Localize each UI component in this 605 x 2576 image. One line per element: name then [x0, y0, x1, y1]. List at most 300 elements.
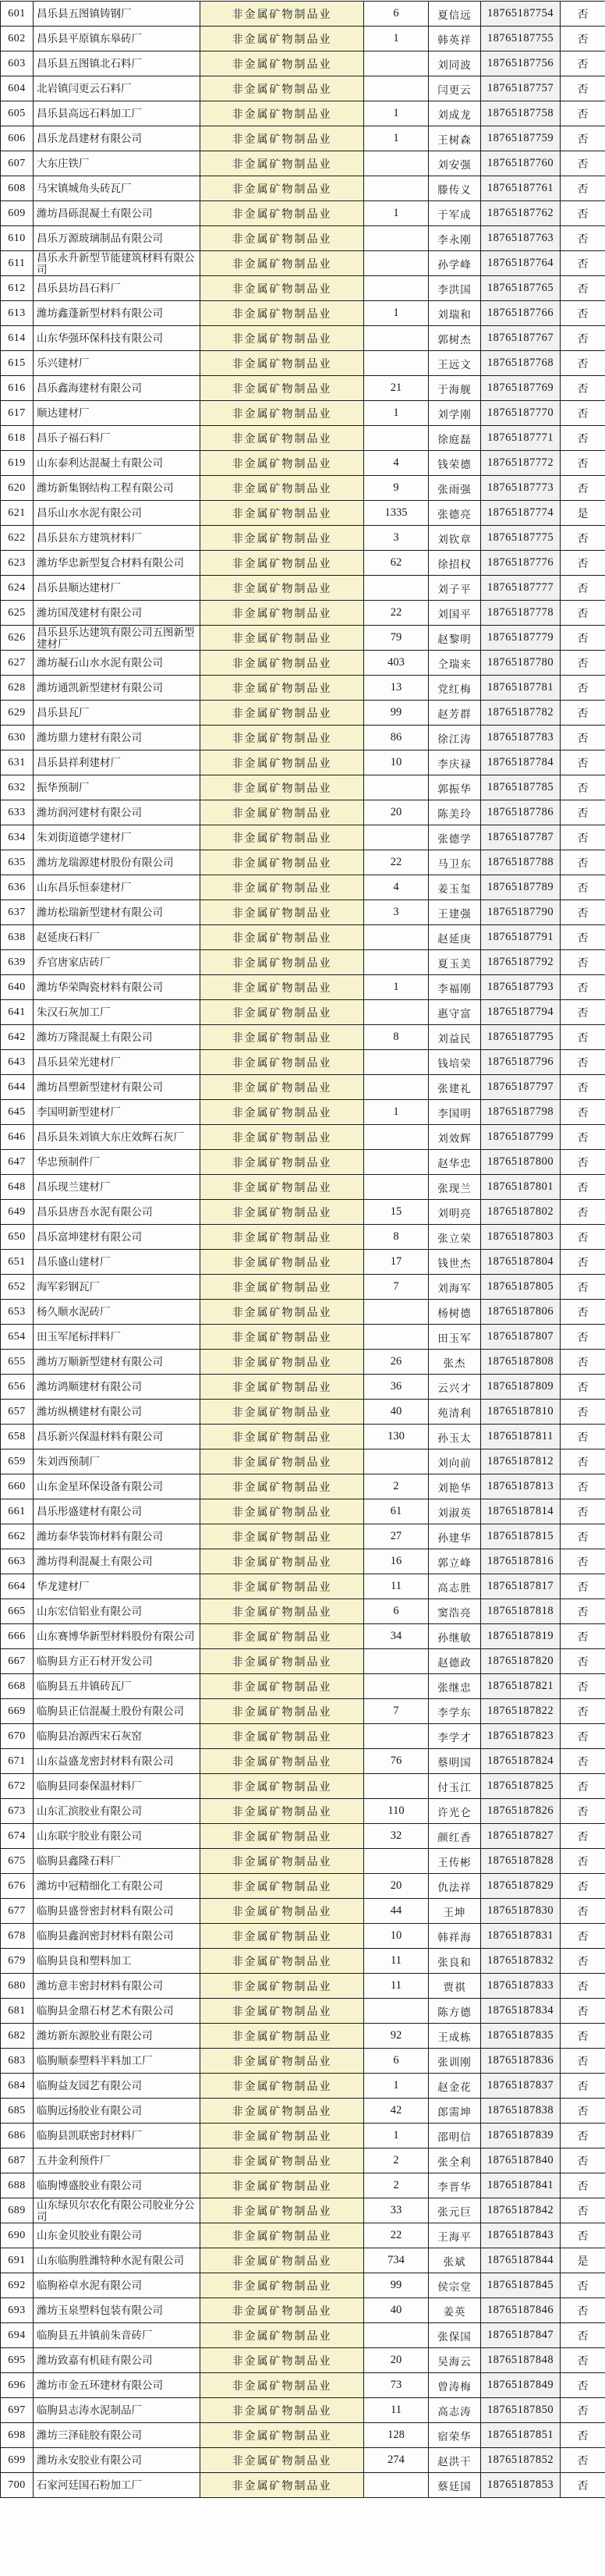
count-cell [364, 576, 429, 601]
industry-cell: 非金属矿物制品业 [200, 1050, 364, 1075]
row-id-cell: 657 [1, 1400, 34, 1425]
company-name-cell: 临朐县志涛水泥制品厂 [34, 2398, 200, 2423]
table-row [1, 2099, 605, 2124]
count-cell: 128 [364, 2423, 429, 2448]
company-name-cell: 昌乐新兴保温材料有限公司 [34, 1425, 200, 1449]
table-row [1, 1000, 605, 1025]
contact-name-cell: 王建强 [429, 900, 481, 925]
row-id-cell: 696 [1, 2373, 34, 2398]
phone-number-cell: 18765187821 [481, 1674, 561, 1699]
row-id-cell: 678 [1, 1924, 34, 1949]
flag-cell: 否 [561, 126, 605, 151]
row-id-cell: 681 [1, 1999, 34, 2024]
company-name-cell: 昌乐县东方建筑材料厂 [34, 526, 200, 551]
table-row [1, 1749, 605, 1774]
company-name-cell: 临朐县正信混凝土股份有限公司 [34, 1699, 200, 1724]
phone-number-cell: 18765187830 [481, 1899, 561, 1924]
phone-number-cell: 18765187852 [481, 2448, 561, 2473]
industry-cell: 非金属矿物制品业 [200, 2099, 364, 2124]
count-cell: 17 [364, 1250, 429, 1275]
phone-number-cell: 18765187819 [481, 1624, 561, 1649]
phone-number-cell: 18765187774 [481, 501, 561, 526]
count-cell: 110 [364, 1799, 429, 1824]
flag-cell: 否 [561, 76, 605, 101]
flag-cell: 否 [561, 326, 605, 351]
contact-name-cell: 韩祥海 [429, 1924, 481, 1949]
table-row [1, 2, 605, 27]
contact-name-cell: 孙继敏 [429, 1624, 481, 1649]
flag-cell: 否 [561, 1949, 605, 1974]
table-row [1, 1474, 605, 1499]
contact-name-cell: 王海平 [429, 2223, 481, 2248]
phone-number-cell: 18765187797 [481, 1075, 561, 1100]
row-id-cell: 700 [1, 2473, 34, 2498]
phone-number-cell: 18765187799 [481, 1125, 561, 1150]
phone-number-cell: 18765187806 [481, 1300, 561, 1325]
contact-name-cell: 田玉军 [429, 1325, 481, 1350]
industry-cell: 非金属矿物制品业 [200, 2223, 364, 2248]
flag-cell: 否 [561, 1250, 605, 1275]
table-row [1, 476, 605, 501]
row-id-cell: 614 [1, 326, 34, 351]
count-cell [364, 176, 429, 201]
row-id-cell: 646 [1, 1125, 34, 1150]
phone-number-cell: 18765187827 [481, 1824, 561, 1849]
row-id-cell: 644 [1, 1075, 34, 1100]
table-row [1, 276, 605, 301]
table-row [1, 2074, 605, 2099]
industry-cell: 非金属矿物制品业 [200, 2198, 364, 2223]
row-id-cell: 621 [1, 501, 34, 526]
contact-name-cell: 孙建华 [429, 1524, 481, 1549]
phone-number-cell: 18765187780 [481, 651, 561, 676]
contact-name-cell: 刘安强 [429, 151, 481, 176]
company-name-cell: 临朐县五井镇砖瓦厂 [34, 1674, 200, 1699]
company-name-cell: 山东联宇胶业有限公司 [34, 1824, 200, 1849]
industry-cell: 非金属矿物制品业 [200, 2298, 364, 2323]
phone-number-cell: 18765187795 [481, 1025, 561, 1050]
flag-cell: 否 [561, 676, 605, 701]
contact-name-cell: 徐江涛 [429, 726, 481, 750]
flag-cell: 否 [561, 2298, 605, 2323]
industry-cell: 非金属矿物制品业 [200, 1599, 364, 1624]
industry-cell: 非金属矿物制品业 [200, 2348, 364, 2373]
row-id-cell: 654 [1, 1325, 34, 1350]
row-id-cell: 608 [1, 176, 34, 201]
flag-cell: 否 [561, 1499, 605, 1524]
company-name-cell: 昌乐子福石料厂 [34, 426, 200, 451]
table-row [1, 1325, 605, 1350]
count-cell: 7 [364, 1699, 429, 1724]
count-cell [364, 251, 429, 276]
flag-cell: 否 [561, 701, 605, 726]
row-id-cell: 665 [1, 1599, 34, 1624]
flag-cell: 否 [561, 176, 605, 201]
row-id-cell: 633 [1, 800, 34, 825]
contact-name-cell: 刘明亮 [429, 1200, 481, 1225]
phone-number-cell: 18765187835 [481, 2024, 561, 2049]
company-name-cell: 潍坊昌砾混凝土有限公司 [34, 201, 200, 226]
count-cell: 1 [364, 401, 429, 426]
flag-cell: 否 [561, 900, 605, 925]
company-name-cell: 昌乐彤盛建材有限公司 [34, 1499, 200, 1524]
table-row [1, 1524, 605, 1549]
industry-cell: 非金属矿物制品业 [200, 501, 364, 526]
contact-name-cell: 陈方德 [429, 1999, 481, 2024]
count-cell [364, 326, 429, 351]
company-name-cell: 潍坊泰华装饰材料有限公司 [34, 1524, 200, 1549]
row-id-cell: 619 [1, 451, 34, 476]
industry-cell: 非金属矿物制品业 [200, 1075, 364, 1100]
contact-name-cell: 李福刚 [429, 975, 481, 1000]
contact-name-cell: 赵洪干 [429, 2448, 481, 2473]
contact-name-cell: 刘海军 [429, 1275, 481, 1300]
phone-number-cell: 18765187839 [481, 2124, 561, 2148]
industry-cell: 非金属矿物制品业 [200, 2173, 364, 2198]
industry-cell: 非金属矿物制品业 [200, 401, 364, 426]
table-row [1, 251, 605, 276]
table-row [1, 850, 605, 875]
flag-cell: 否 [561, 1749, 605, 1774]
contact-name-cell: 闫更云 [429, 76, 481, 101]
company-name-cell: 潍坊凝石山水水泥有限公司 [34, 651, 200, 676]
industry-cell: 非金属矿物制品业 [200, 451, 364, 476]
flag-cell: 否 [561, 2099, 605, 2124]
table-row [1, 1799, 605, 1824]
contact-name-cell: 刘钦章 [429, 526, 481, 551]
phone-number-cell: 18765187786 [481, 800, 561, 825]
company-name-cell: 昌乐县高远石料加工厂 [34, 101, 200, 126]
table-row [1, 2348, 605, 2373]
row-id-cell: 627 [1, 651, 34, 676]
contact-name-cell: 张德学 [429, 825, 481, 850]
company-name-cell: 潍坊松瑞新型建材有限公司 [34, 900, 200, 925]
industry-cell: 非金属矿物制品业 [200, 201, 364, 226]
contact-name-cell: 赵华忠 [429, 1150, 481, 1175]
contact-name-cell: 高志涛 [429, 2398, 481, 2423]
table-row [1, 1250, 605, 1275]
count-cell: 99 [364, 2273, 429, 2298]
industry-cell: 非金属矿物制品业 [200, 27, 364, 51]
count-cell: 1 [364, 27, 429, 51]
row-id-cell: 604 [1, 76, 34, 101]
count-cell [364, 1300, 429, 1325]
phone-number-cell: 18765187775 [481, 526, 561, 551]
contact-name-cell: 刘瑞和 [429, 301, 481, 326]
contact-name-cell: 徐招权 [429, 551, 481, 576]
table-row [1, 1075, 605, 1100]
table-row [1, 1774, 605, 1799]
row-id-cell: 660 [1, 1474, 34, 1499]
phone-number-cell: 18765187847 [481, 2323, 561, 2348]
company-name-cell: 临朐博盛胶业有限公司 [34, 2173, 200, 2198]
phone-number-cell: 18765187845 [481, 2273, 561, 2298]
count-cell: 130 [364, 1425, 429, 1449]
row-id-cell: 699 [1, 2448, 34, 2473]
flag-cell: 否 [561, 526, 605, 551]
company-name-cell: 五井金利预件厂 [34, 2148, 200, 2173]
contact-name-cell: 李永刚 [429, 226, 481, 251]
company-name-cell: 潍坊万顺新型建材有限公司 [34, 1350, 200, 1375]
industry-cell: 非金属矿物制品业 [200, 775, 364, 800]
phone-number-cell: 18765187810 [481, 1400, 561, 1425]
flag-cell: 否 [561, 1350, 605, 1375]
company-name-cell: 乔官唐家店砖厂 [34, 950, 200, 975]
table-row [1, 2423, 605, 2448]
phone-number-cell: 18765187833 [481, 1974, 561, 1999]
count-cell: 13 [364, 676, 429, 701]
industry-cell: 非金属矿物制品业 [200, 2074, 364, 2099]
industry-cell: 非金属矿物制品业 [200, 226, 364, 251]
table-row [1, 376, 605, 401]
company-name-cell: 昌乐县坊昌石料厂 [34, 276, 200, 301]
company-name-cell: 潍坊华荣陶瓷材料有限公司 [34, 975, 200, 1000]
phone-number-cell: 18765187818 [481, 1599, 561, 1624]
company-name-cell: 临朐益友园艺有限公司 [34, 2074, 200, 2099]
flag-cell: 否 [561, 2423, 605, 2448]
count-cell [364, 2323, 429, 2348]
count-cell: 8 [364, 1025, 429, 1050]
company-name-cell: 潍坊鼎力建材有限公司 [34, 726, 200, 750]
company-name-cell: 临朐顺泰塑料半料加工厂 [34, 2049, 200, 2074]
count-cell: 40 [364, 2298, 429, 2323]
industry-cell: 非金属矿物制品业 [200, 1275, 364, 1300]
count-cell [364, 76, 429, 101]
flag-cell: 否 [561, 151, 605, 176]
table-row [1, 2323, 605, 2348]
company-name-cell: 李国明新型建材厂 [34, 1100, 200, 1125]
count-cell: 79 [364, 626, 429, 651]
row-id-cell: 631 [1, 750, 34, 775]
industry-cell: 非金属矿物制品业 [200, 2248, 364, 2273]
phone-number-cell: 18765187836 [481, 2049, 561, 2074]
phone-number-cell: 18765187789 [481, 875, 561, 900]
contact-name-cell: 张元巨 [429, 2198, 481, 2223]
table-row [1, 1425, 605, 1449]
company-name-cell: 山东金星环保设备有限公司 [34, 1474, 200, 1499]
company-name-cell: 临朐县鑫润密封材料有限公司 [34, 1924, 200, 1949]
industry-cell: 非金属矿物制品业 [200, 701, 364, 726]
phone-number-cell: 18765187784 [481, 750, 561, 775]
company-name-cell: 昌乐县五图镇铸钢厂 [34, 2, 200, 27]
contact-name-cell: 苑清利 [429, 1400, 481, 1425]
contact-name-cell: 张训刚 [429, 2049, 481, 2074]
industry-cell: 非金属矿物制品业 [200, 1375, 364, 1400]
industry-cell: 非金属矿物制品业 [200, 1774, 364, 1799]
row-id-cell: 676 [1, 1874, 34, 1899]
industry-cell: 非金属矿物制品业 [200, 1649, 364, 1674]
flag-cell: 否 [561, 226, 605, 251]
row-id-cell: 677 [1, 1899, 34, 1924]
contact-name-cell: 赵黎明 [429, 626, 481, 651]
industry-cell: 非金属矿物制品业 [200, 925, 364, 950]
industry-cell: 非金属矿物制品业 [200, 1425, 364, 1449]
count-cell [364, 51, 429, 76]
company-name-cell: 潍坊中冠精细化工有限公司 [34, 1874, 200, 1899]
row-id-cell: 610 [1, 226, 34, 251]
company-name-cell: 马宋镇城角头砖瓦厂 [34, 176, 200, 201]
industry-cell: 非金属矿物制品业 [200, 1025, 364, 1050]
company-name-cell: 山东临朐胜潍特种水泥有限公司 [34, 2248, 200, 2273]
flag-cell: 否 [561, 1100, 605, 1125]
table-row [1, 76, 605, 101]
industry-cell: 非金属矿物制品业 [200, 326, 364, 351]
row-id-cell: 652 [1, 1275, 34, 1300]
industry-cell: 非金属矿物制品业 [200, 1325, 364, 1350]
count-cell [364, 925, 429, 950]
row-id-cell: 658 [1, 1425, 34, 1449]
company-name-cell: 临朐县冶源西宋石灰窑 [34, 1724, 200, 1749]
industry-cell: 非金属矿物制品业 [200, 1150, 364, 1175]
flag-cell: 否 [561, 1000, 605, 1025]
industry-cell: 非金属矿物制品业 [200, 1674, 364, 1699]
table-row [1, 2049, 605, 2074]
count-cell: 21 [364, 376, 429, 401]
industry-cell: 非金属矿物制品业 [200, 551, 364, 576]
table-row [1, 326, 605, 351]
industry-cell: 非金属矿物制品业 [200, 251, 364, 276]
industry-cell: 非金属矿物制品业 [200, 2448, 364, 2473]
industry-cell: 非金属矿物制品业 [200, 2, 364, 27]
count-cell: 86 [364, 726, 429, 750]
flag-cell: 否 [561, 2348, 605, 2373]
contact-name-cell: 赵芳群 [429, 701, 481, 726]
flag-cell: 否 [561, 1300, 605, 1325]
phone-number-cell: 18765187787 [481, 825, 561, 850]
company-name-cell: 北岩镇闫更云石料厂 [34, 76, 200, 101]
flag-cell: 否 [561, 1849, 605, 1874]
company-name-cell: 山东绿贝尔农化有限公司胶业分公司 [34, 2198, 200, 2223]
contact-name-cell: 付玉江 [429, 1774, 481, 1799]
industry-cell: 非金属矿物制品业 [200, 800, 364, 825]
table-row [1, 1499, 605, 1524]
count-cell: 1335 [364, 501, 429, 526]
row-id-cell: 664 [1, 1574, 34, 1599]
company-name-cell: 临朐县鑫隆石料厂 [34, 1849, 200, 1874]
company-name-cell: 临朐县五井镇前朱音砖厂 [34, 2323, 200, 2348]
company-name-cell: 振华预制厂 [34, 775, 200, 800]
industry-cell: 非金属矿物制品业 [200, 1175, 364, 1200]
company-name-cell: 潍坊纵横建材有限公司 [34, 1400, 200, 1425]
phone-number-cell: 18765187817 [481, 1574, 561, 1599]
row-id-cell: 668 [1, 1674, 34, 1699]
row-id-cell: 671 [1, 1749, 34, 1774]
count-cell: 11 [364, 1574, 429, 1599]
contact-name-cell: 夏信远 [429, 2, 481, 27]
row-id-cell: 618 [1, 426, 34, 451]
contact-name-cell: 窦浩亮 [429, 1599, 481, 1624]
company-name-cell: 临朐裕卓水泥有限公司 [34, 2273, 200, 2298]
count-cell [364, 1674, 429, 1699]
row-id-cell: 641 [1, 1000, 34, 1025]
flag-cell: 否 [561, 726, 605, 750]
count-cell: 1 [364, 126, 429, 151]
company-name-cell: 华忠预制件厂 [34, 1150, 200, 1175]
table-row [1, 151, 605, 176]
industry-cell: 非金属矿物制品业 [200, 2273, 364, 2298]
flag-cell: 否 [561, 276, 605, 301]
table-row [1, 1150, 605, 1175]
row-id-cell: 645 [1, 1100, 34, 1125]
table-row [1, 1824, 605, 1849]
table-row [1, 426, 605, 451]
count-cell: 403 [364, 651, 429, 676]
phone-number-cell: 18765187790 [481, 900, 561, 925]
row-id-cell: 656 [1, 1375, 34, 1400]
count-cell: 73 [364, 2373, 429, 2398]
flag-cell: 否 [561, 1200, 605, 1225]
count-cell: 22 [364, 2223, 429, 2248]
flag-cell: 否 [561, 1824, 605, 1849]
table-row [1, 51, 605, 76]
phone-number-cell: 18765187770 [481, 401, 561, 426]
industry-cell: 非金属矿物制品业 [200, 1999, 364, 2024]
table-row [1, 1899, 605, 1924]
table-row [1, 1674, 605, 1699]
contact-name-cell: 郭振华 [429, 775, 481, 800]
flag-cell: 否 [561, 476, 605, 501]
phone-number-cell: 18765187803 [481, 1225, 561, 1250]
flag-cell: 否 [561, 51, 605, 76]
industry-cell: 非金属矿物制品业 [200, 1699, 364, 1724]
company-name-cell: 朱刘西预制厂 [34, 1449, 200, 1474]
row-id-cell: 673 [1, 1799, 34, 1824]
contact-name-cell: 王远文 [429, 351, 481, 376]
industry-cell: 非金属矿物制品业 [200, 351, 364, 376]
phone-number-cell: 18765187842 [481, 2198, 561, 2223]
company-name-cell: 乐兴建材厂 [34, 351, 200, 376]
company-name-cell: 山东宏信铝业有限公司 [34, 1599, 200, 1624]
industry-cell: 非金属矿物制品业 [200, 1849, 364, 1874]
row-id-cell: 674 [1, 1824, 34, 1849]
row-id-cell: 680 [1, 1974, 34, 1999]
contact-name-cell: 夏玉美 [429, 950, 481, 975]
flag-cell: 否 [561, 1674, 605, 1699]
table-row [1, 1999, 605, 2024]
table-row [1, 825, 605, 850]
company-name-cell: 昌乐县朱刘镇大东庄效辉石灰厂 [34, 1125, 200, 1150]
company-name-cell: 潍坊国茂建材有限公司 [34, 601, 200, 626]
industry-cell: 非金属矿物制品业 [200, 376, 364, 401]
count-cell: 11 [364, 1974, 429, 1999]
row-id-cell: 623 [1, 551, 34, 576]
phone-number-cell: 18765187768 [481, 351, 561, 376]
company-name-cell: 昌乐县荣光建材厂 [34, 1050, 200, 1075]
phone-number-cell: 18765187793 [481, 975, 561, 1000]
contact-name-cell: 杨树德 [429, 1300, 481, 1325]
industry-cell: 非金属矿物制品业 [200, 2323, 364, 2348]
count-cell: 33 [364, 2198, 429, 2223]
industry-cell: 非金属矿物制品业 [200, 875, 364, 900]
row-id-cell: 636 [1, 875, 34, 900]
contact-name-cell: 高志胜 [429, 1574, 481, 1599]
table-row [1, 975, 605, 1000]
phone-number-cell: 18765187840 [481, 2148, 561, 2173]
phone-number-cell: 18765187798 [481, 1100, 561, 1125]
row-id-cell: 667 [1, 1649, 34, 1674]
flag-cell: 否 [561, 2049, 605, 2074]
contact-name-cell: 赵延庚 [429, 925, 481, 950]
company-name-cell: 海军彩钢瓦厂 [34, 1275, 200, 1300]
count-cell: 8 [364, 1225, 429, 1250]
company-name-cell: 昌乐县顺达建材厂 [34, 576, 200, 601]
table-row [1, 226, 605, 251]
flag-cell: 否 [561, 351, 605, 376]
industry-cell: 非金属矿物制品业 [200, 1574, 364, 1599]
phone-number-cell: 18765187757 [481, 76, 561, 101]
phone-number-cell: 18765187824 [481, 1749, 561, 1774]
phone-number-cell: 18765187792 [481, 950, 561, 975]
